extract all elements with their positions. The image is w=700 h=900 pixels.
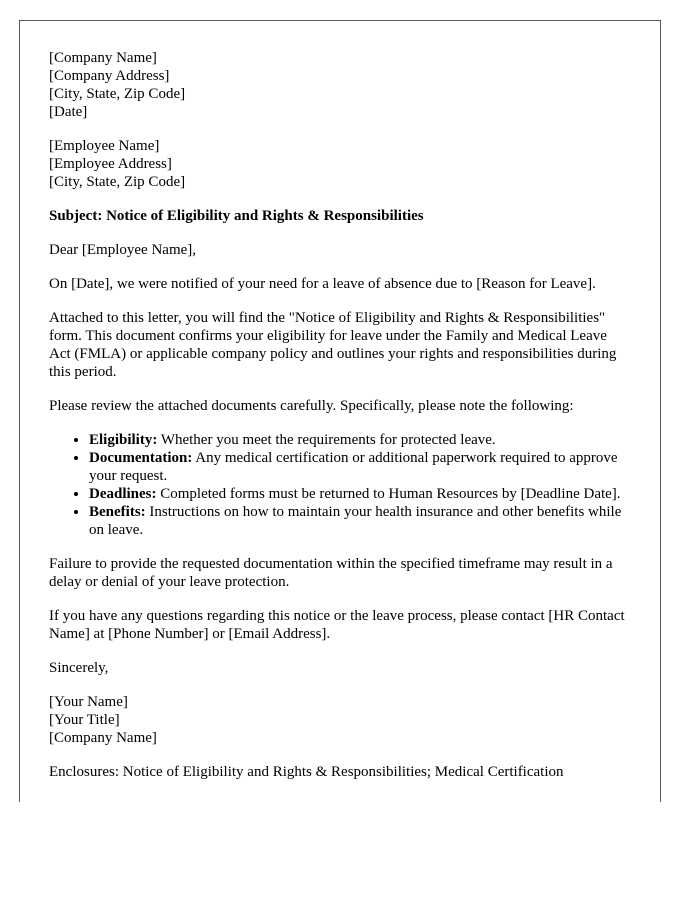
list-item-term: Documentation: xyxy=(89,450,193,466)
sender-address-block xyxy=(49,49,631,121)
sender-company-name: [Company Name] xyxy=(49,50,157,66)
list-item-documentation xyxy=(89,449,631,485)
letter-page xyxy=(19,20,661,802)
recipient-address: [Employee Address] xyxy=(49,156,172,172)
paragraph-questions: If you have any questions regarding this notice or the leave process, please contact [HR Contact Name] at [Phone Number] or [Email Address]. xyxy=(49,608,625,642)
enclosures-line: Enclosures: Notice of Eligibility and Rights & Responsibilities; Medical Certification xyxy=(49,764,564,780)
list-item-text: Completed forms must be returned to Human Resources by [Deadline Date]. xyxy=(156,486,621,502)
paragraph-attached: Attached to this letter, you will find the "Notice of Eligibility and Rights & Responsibilities" form. This document confirms your eligibility for leave under the Family and Medical Leave Act (FMLA) or applicable company policy and outlines your rights and responsibilities during this period. xyxy=(49,310,617,380)
list-item-term: Benefits: xyxy=(89,504,146,520)
paragraph-failure: Failure to provide the requested documentation within the specified timeframe may result in a delay or denial of your leave protection. xyxy=(49,556,613,590)
closing: Sincerely, xyxy=(49,660,109,676)
list-item-text: Any medical certification or additional paperwork required to approve your request. xyxy=(89,450,618,484)
sender-city-state-zip: [City, State, Zip Code] xyxy=(49,86,186,102)
signature-block xyxy=(49,693,631,747)
paragraph-review: Please review the attached documents carefully. Specifically, please note the following: xyxy=(49,398,574,414)
requirements-list xyxy=(49,431,631,539)
sender-company-address: [Company Address] xyxy=(49,68,170,84)
paragraph-notified: On [Date], we were notified of your need for a leave of absence due to [Reason for Leave]. xyxy=(49,276,596,292)
salutation: Dear [Employee Name], xyxy=(49,242,197,258)
signature-company: [Company Name] xyxy=(49,730,157,746)
signature-title: [Your Title] xyxy=(49,712,120,728)
list-item-text: Instructions on how to maintain your health insurance and other benefits while on leave. xyxy=(89,504,622,538)
list-item-term: Eligibility: xyxy=(89,432,158,448)
letter-date: [Date] xyxy=(49,104,88,120)
list-item-text: Whether you meet the requirements for protected leave. xyxy=(157,432,496,448)
list-item-eligibility xyxy=(89,431,631,449)
recipient-name: [Employee Name] xyxy=(49,138,160,154)
signature-name: [Your Name] xyxy=(49,694,128,710)
recipient-city-state-zip: [City, State, Zip Code] xyxy=(49,174,186,190)
recipient-address-block xyxy=(49,137,631,191)
list-item-benefits xyxy=(89,503,631,539)
list-item-term: Deadlines: xyxy=(89,486,157,502)
subject-line: Subject: Notice of Eligibility and Rights & Responsibilities xyxy=(49,208,424,224)
list-item-deadlines xyxy=(89,485,631,503)
